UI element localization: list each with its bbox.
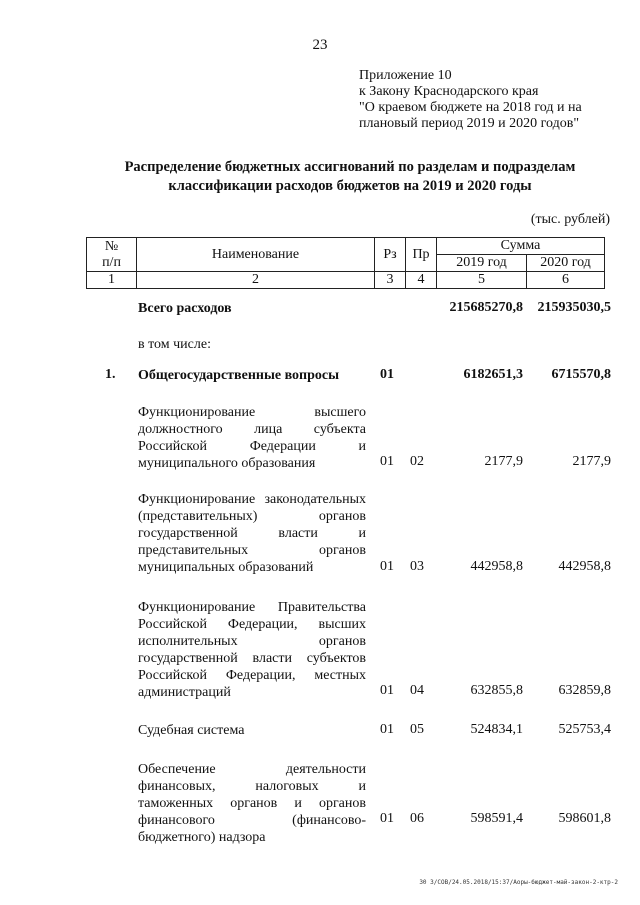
appendix-line: к Закону Краснодарского края (359, 84, 539, 99)
row-2019: 524834,1 (470, 722, 523, 737)
table-header (86, 237, 605, 289)
header-name: Наименование (137, 238, 375, 272)
row-pr: 03 (410, 559, 424, 574)
header-2020: 2020 год (527, 255, 605, 272)
header-index: 1 (87, 272, 137, 289)
header-index: 5 (437, 272, 527, 289)
row-2019: 2177,9 (484, 454, 523, 469)
section-2020: 6715570,8 (551, 367, 611, 382)
row-rz: 01 (380, 722, 394, 737)
row-2020: 598601,8 (558, 811, 611, 826)
row-label: Обеспечение деятельности финансовых, налоговых и таможенных органов и органов финансового (финансово-бюджетного) надзора (138, 762, 366, 845)
row-rz: 01 (380, 559, 394, 574)
row-2020: 525753,4 (558, 722, 611, 737)
row-pr: 06 (410, 811, 424, 826)
row-label: Функционирование законодательных (представительных) органов государственной власти и представительных органов муниципальных образований (138, 492, 366, 575)
appendix-line: плановый период 2019 и 2020 годов" (359, 116, 580, 131)
row-label: Функционирование Правительства Российской Федерации, высших исполнительных органов государственной власти субъектов Российской Федерации, местных администраций (138, 600, 366, 700)
row-label: Функционирование высшего должностного лица субъекта Российской Федерации и муниципального образования (138, 405, 366, 471)
header-rz: Рз (375, 238, 406, 272)
title-line: классификации расходов бюджетов на 2019 и 2020 годы (168, 178, 532, 194)
total-2019: 215685270,8 (449, 300, 523, 315)
row-2020: 2177,9 (572, 454, 611, 469)
section-number: 1. (105, 367, 116, 382)
units-label: (тыс. рублей) (530, 212, 610, 227)
header-index: 3 (375, 272, 406, 289)
header-sum: Сумма (437, 238, 605, 255)
row-rz: 01 (380, 683, 394, 698)
section-rz: 01 (380, 367, 394, 382)
row-2019: 442958,8 (470, 559, 523, 574)
section-2019: 6182651,3 (463, 367, 523, 382)
header-2019: 2019 год (437, 255, 527, 272)
section-label: Общегосударственные вопросы (138, 368, 340, 383)
row-2019: 632855,8 (470, 683, 523, 698)
header-index: 4 (406, 272, 437, 289)
header-index: 2 (137, 272, 375, 289)
row-2020: 442958,8 (558, 559, 611, 574)
header-index: 6 (527, 272, 605, 289)
appendix-note (359, 68, 629, 132)
row-rz: 01 (380, 811, 394, 826)
row-2020: 632859,8 (558, 683, 611, 698)
document-title (60, 158, 640, 196)
row-pr: 02 (410, 454, 424, 469)
row-label: Судебная система (138, 723, 245, 738)
row-rz: 01 (380, 454, 394, 469)
title-line: Распределение бюджетных ассигнований по разделам и подразделам (124, 159, 576, 175)
page-number: 23 (312, 37, 328, 53)
row-pr: 05 (410, 722, 424, 737)
total-label: Всего расходов (138, 301, 232, 316)
row-2019: 598591,4 (470, 811, 523, 826)
including-label: в том числе: (138, 337, 211, 352)
total-2020: 215935030,5 (537, 300, 611, 315)
row-pr: 04 (410, 683, 424, 698)
appendix-line: "О краевом бюджете на 2018 год и на (359, 100, 582, 115)
header-num: № п/п (87, 238, 137, 272)
appendix-line: Приложение 10 (359, 68, 452, 83)
header-pr: Пр (406, 238, 437, 272)
footer-filepath: 30 3/СОВ/24.05.2018/15:37/Аоры-бюджет-май-закон-2-ктр-2 (419, 879, 618, 886)
